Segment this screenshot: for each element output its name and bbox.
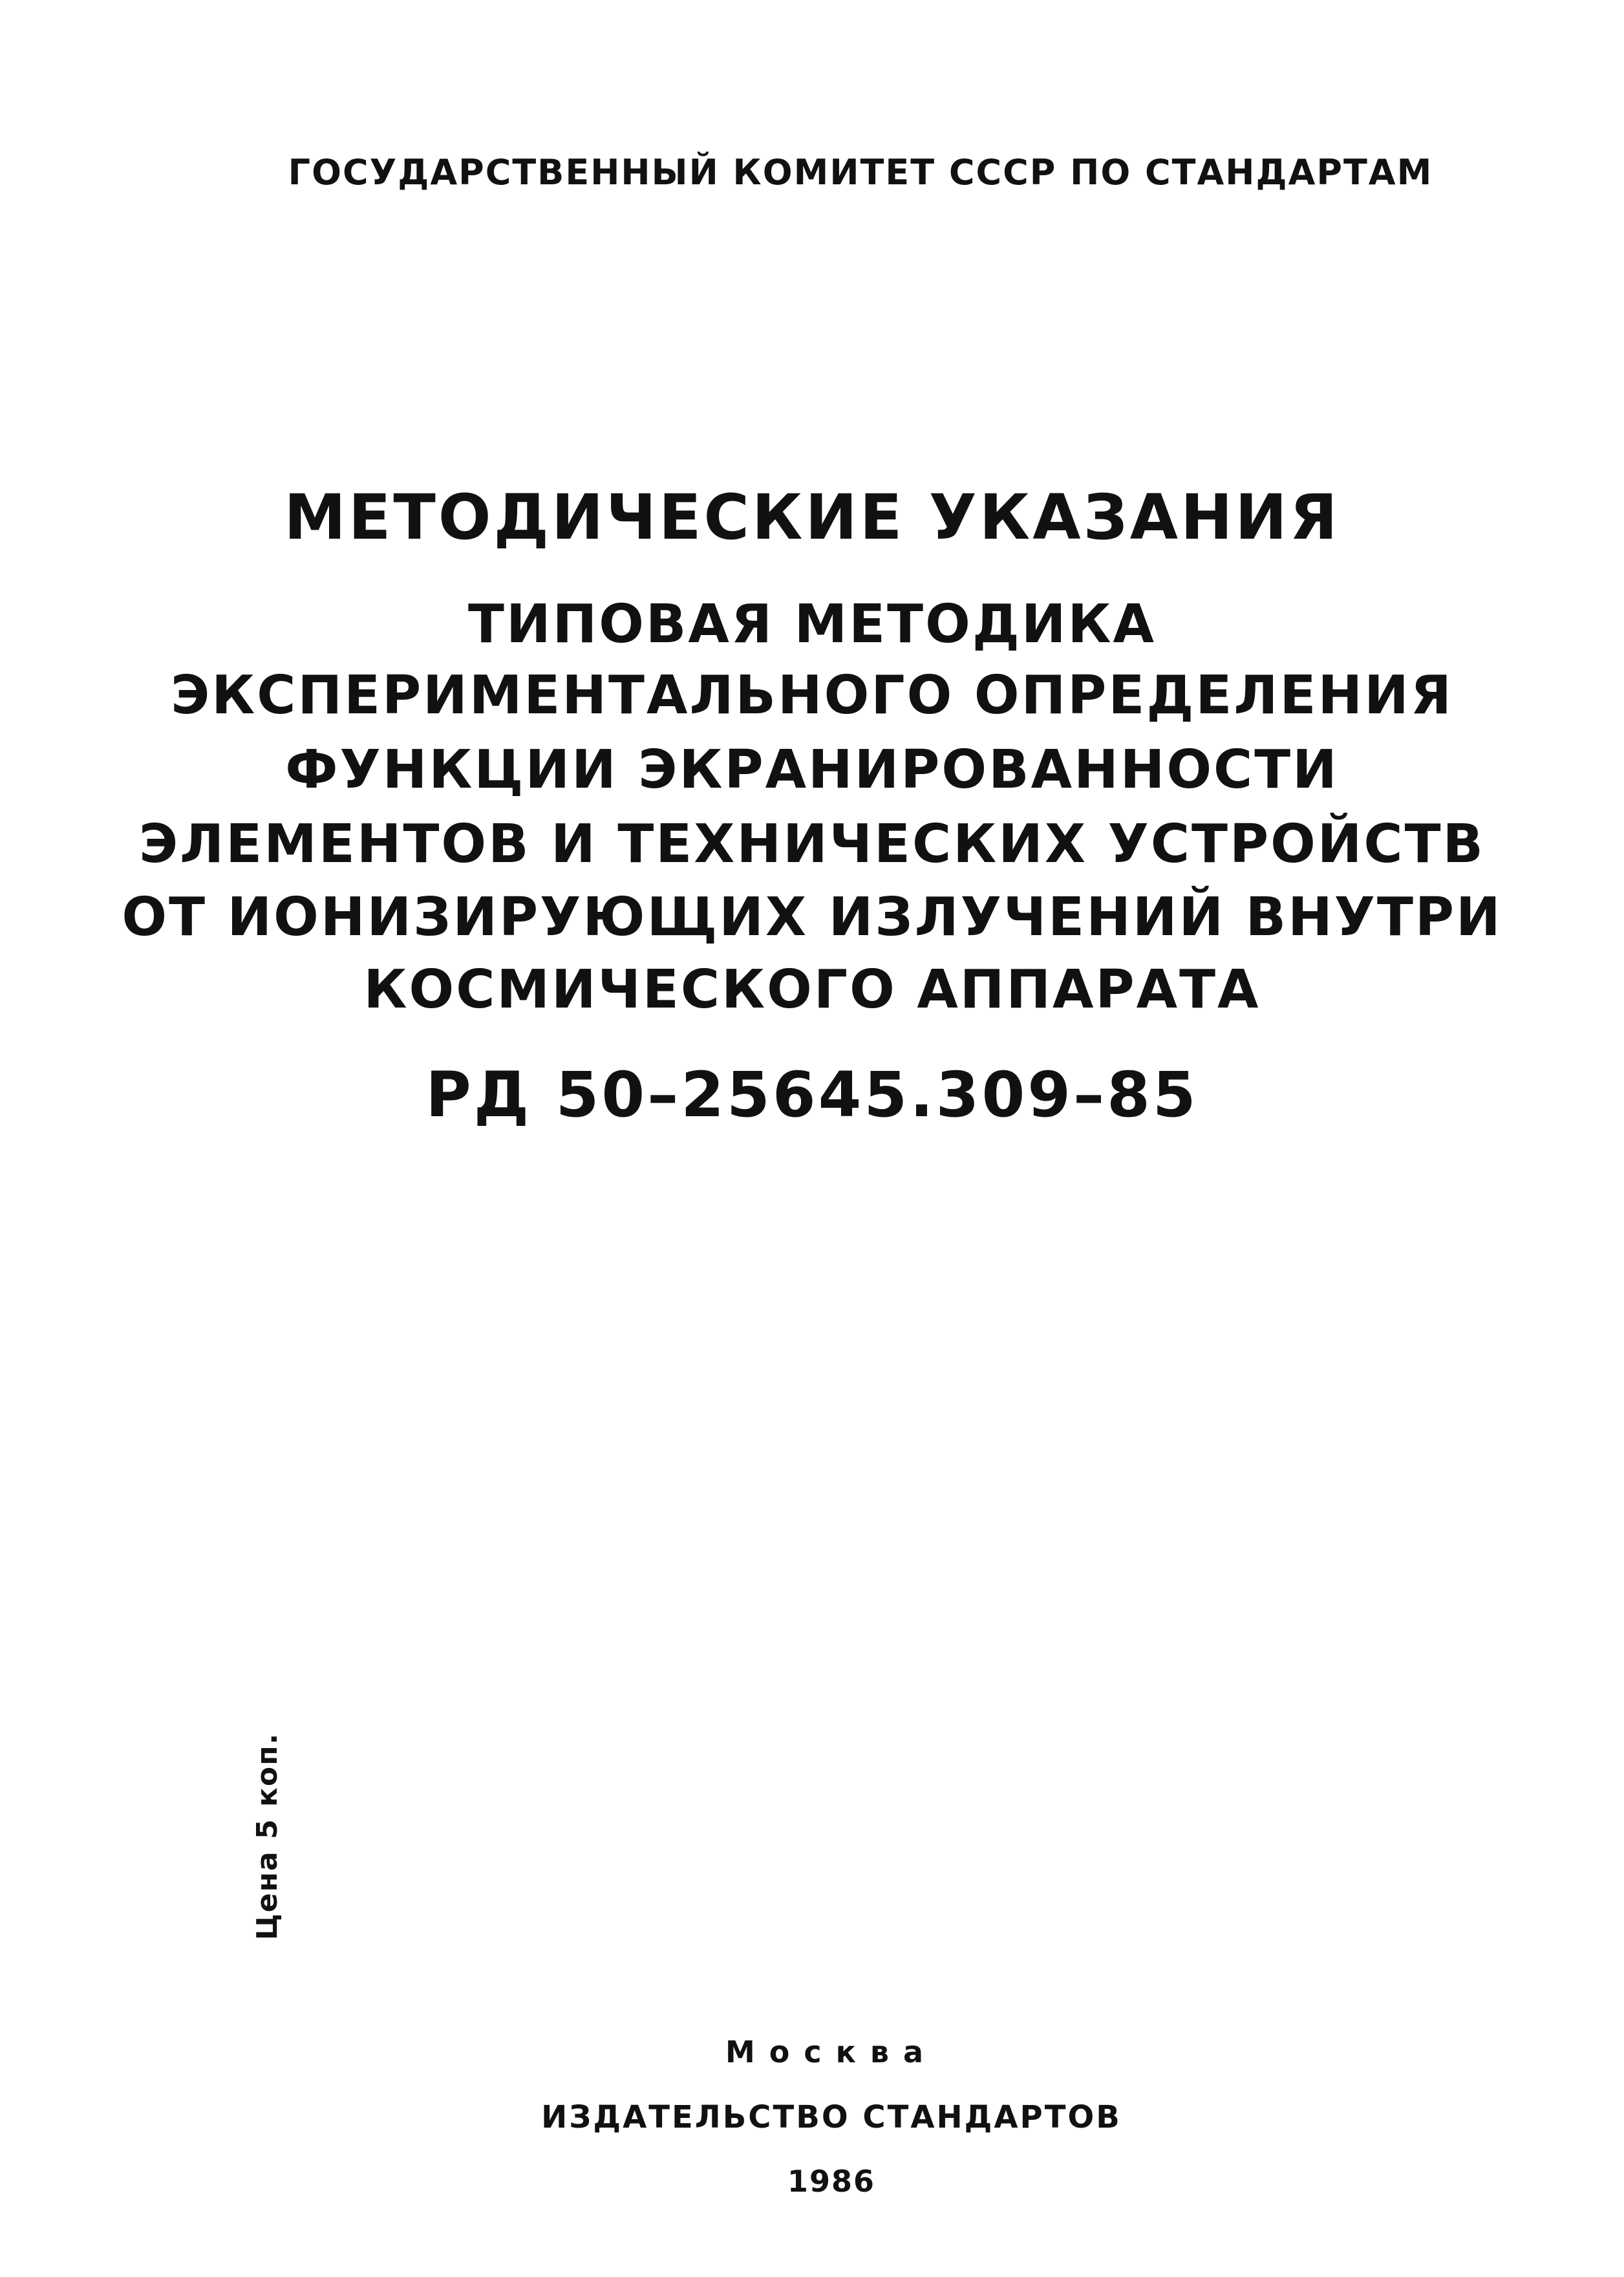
- title-line: КОСМИЧЕСКОГО АППАРАТА: [363, 959, 1261, 1020]
- publisher-name: ИЗДАТЕЛЬСТВО СТАНДАРТОВ: [541, 2099, 1122, 2135]
- title-line: ЭЛЕМЕНТОВ И ТЕХНИЧЕСКИХ УСТРОЙСТВ: [138, 814, 1486, 875]
- committee-heading: ГОСУДАРСТВЕННЫЙ КОМИТЕТ СССР ПО СТАНДАРТАМ: [288, 152, 1433, 193]
- publication-year: 1986: [787, 2164, 876, 2199]
- title-line: ЭКСПЕРИМЕНТАЛЬНОГО ОПРЕДЕЛЕНИЯ: [171, 665, 1453, 726]
- document-code: РД 50–25645.309–85: [425, 1059, 1199, 1131]
- publication-city: Москва: [725, 2034, 938, 2069]
- price-note: Цена 5 коп.: [251, 1732, 284, 1940]
- title-line: ОТ ИОНИЗИРУЮЩИХ ИЗЛУЧЕНИЙ ВНУТРИ: [122, 887, 1502, 948]
- document-type: МЕТОДИЧЕСКИЕ УКАЗАНИЯ: [284, 481, 1340, 554]
- title-line: ТИПОВАЯ МЕТОДИКА: [468, 594, 1156, 655]
- title-line: ФУНКЦИИ ЭКРАНИРОВАННОСТИ: [285, 739, 1339, 801]
